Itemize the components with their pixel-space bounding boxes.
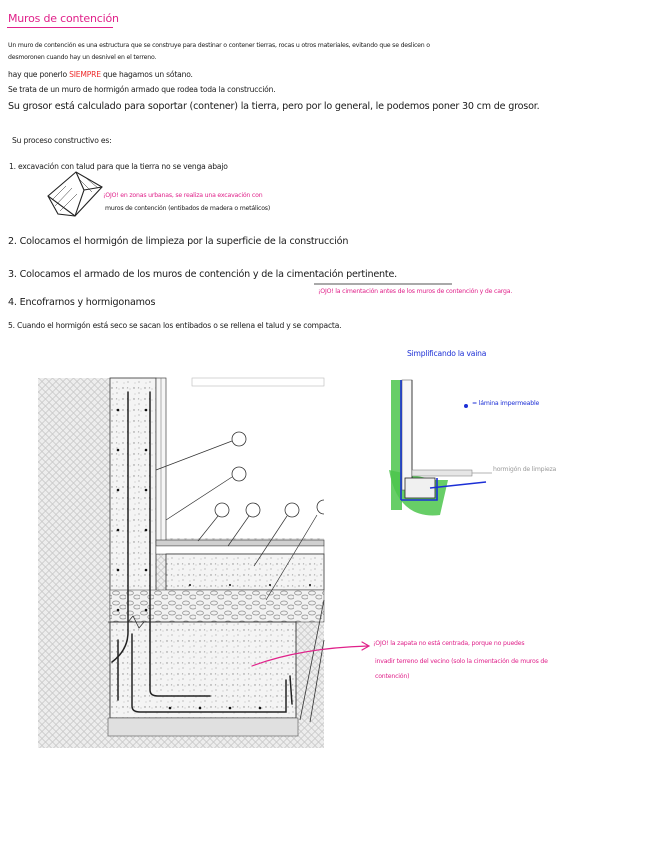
step-3-note: ¡OJO! la cimentación antes de los muros de contención y de carga. [318, 288, 513, 295]
step-1-note-line-1: ¡OJO! en zonas urbanas, se realiza una excavación con [103, 192, 263, 199]
intro-line-5: Su grosor está calculado para soportar (contener) la tierra, pero por lo general, le podemos poner 30 cm de grosor. [8, 101, 540, 112]
intro-line-1: Un muro de contención es una estructura que se construye para destinar o contener tierras, rocas u otros materiales, evitando que se deslicen o [8, 42, 430, 49]
step-4: 4. Encofrarnos y hormigonamos [8, 297, 156, 308]
step-5: 5. Cuando el hormigón está seco se sacan los entibados o se rellena el talud y se compacta. [8, 321, 342, 330]
step-3: 3. Colocamos el armado de los muros de contención y de la cimentación pertinente. [8, 269, 398, 280]
process-heading: Su proceso constructivo es: [12, 136, 112, 145]
detail-note-line-3: contención) [375, 673, 410, 680]
detail-note-line-1: ¡OJO! la zapata no está centrada, porque no puedes [373, 640, 525, 647]
step-2: 2. Colocamos el hormigón de limpieza por la superficie de la construcción [8, 236, 349, 247]
simplified-sketch [389, 380, 492, 515]
sketch-title: Simplificando la vaina [407, 349, 487, 358]
page-title: Muros de contención [8, 12, 119, 25]
sketch-label: hormigón de limpieza [493, 466, 557, 473]
construction-detail [38, 378, 324, 748]
step-1-note-line-2: muros de contención (entibados de madera o metálicos) [105, 205, 271, 212]
intro-line-3-after: que hagamos un sótano. [103, 70, 193, 79]
excavation-sketch [48, 172, 102, 216]
detail-note-line-2: invadir terreno del vecino (solo la cimentación de muros de [375, 658, 548, 665]
sketch-legend: = lámina impermeable [472, 400, 540, 407]
intro-line-4: Se trata de un muro de hormigón armado que rodea toda la construcción. [8, 85, 276, 94]
siempre-highlight: SIEMPRE [69, 70, 101, 79]
step-1: 1. excavación con talud para que la tierra no se venga abajo [9, 162, 228, 171]
intro-line-2: desmoronen cuando hay un desnivel en el terreno. [8, 54, 157, 61]
intro-line-3-before: hay que ponerlo [8, 70, 67, 79]
